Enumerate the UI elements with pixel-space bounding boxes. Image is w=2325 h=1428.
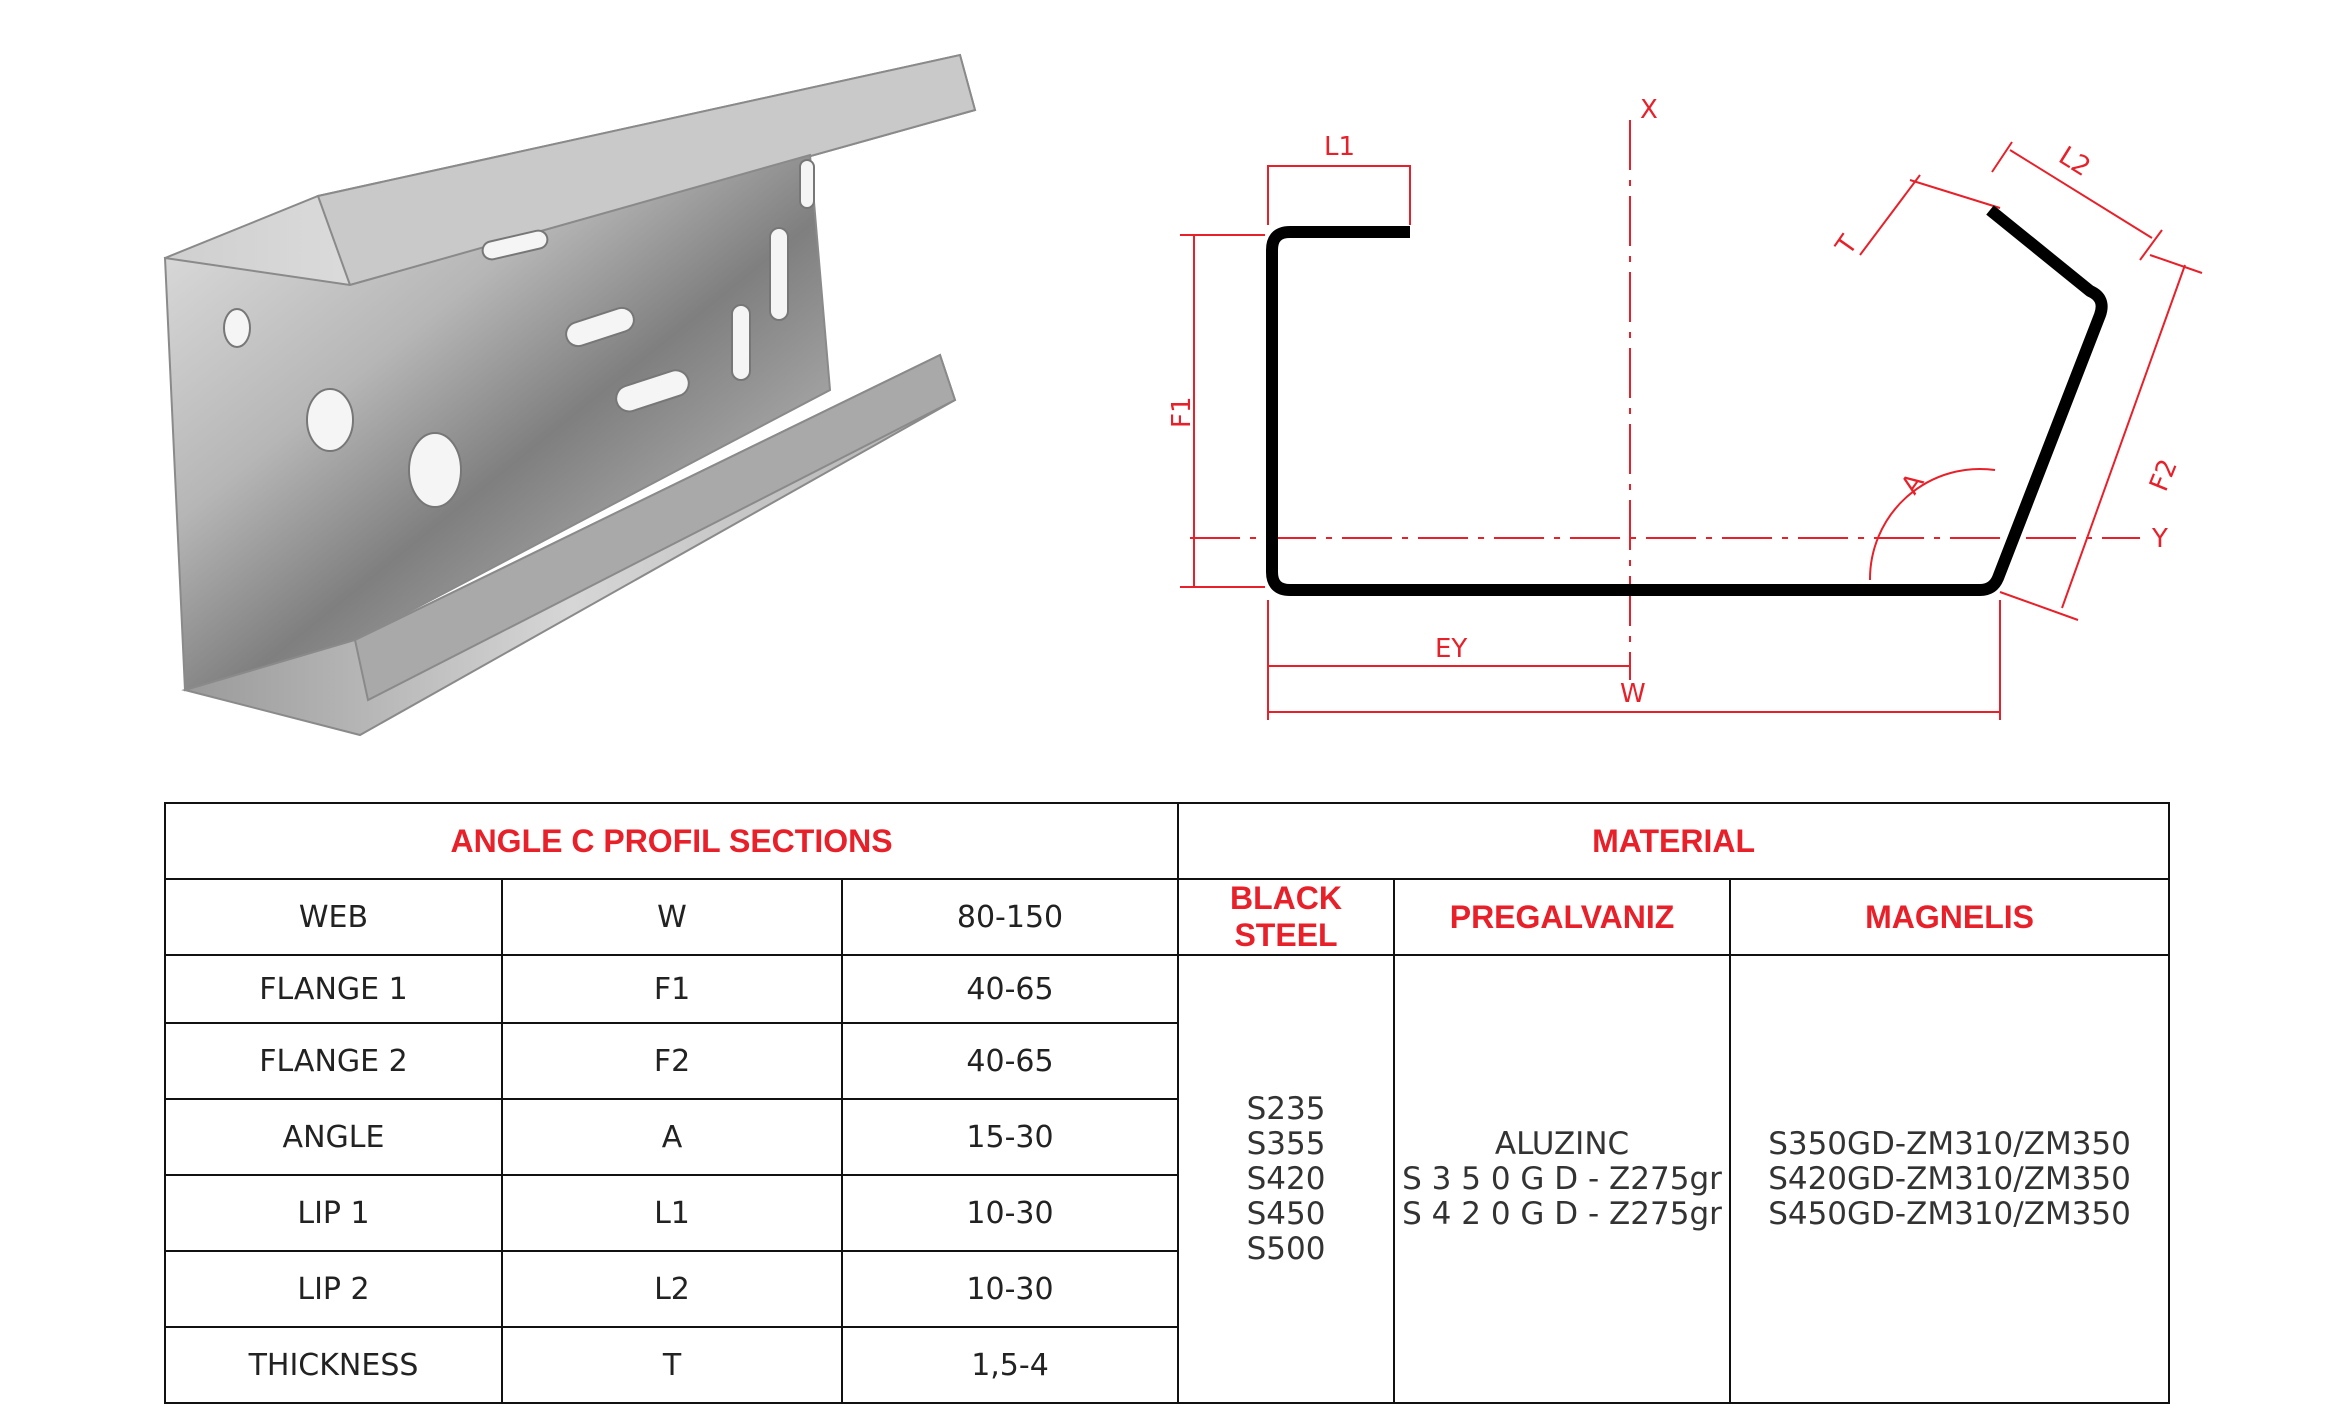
row-range: 1,5-4 (842, 1327, 1178, 1403)
grade: S355 (1246, 1125, 1326, 1162)
a-label: A (1895, 468, 1931, 500)
l2-label: L2 (2053, 141, 2096, 183)
row-range: 80-150 (842, 879, 1178, 955)
row-symbol: A (502, 1099, 842, 1175)
row-name: LIP 1 (165, 1175, 502, 1251)
row-symbol: T (502, 1327, 842, 1403)
row-name: WEB (165, 879, 502, 955)
grade: S 3 5 0 G D - Z275gr (1402, 1160, 1722, 1197)
w-label: W (1620, 679, 1646, 709)
row-name: ANGLE (165, 1099, 502, 1175)
round-hole (409, 433, 461, 507)
material-black-steel-header: BLACK STEEL (1178, 879, 1394, 955)
slot-hole (800, 160, 814, 208)
row-name: FLANGE 1 (165, 955, 502, 1023)
grade: S450GD-ZM310/ZM350 (1768, 1195, 2131, 1232)
row-range: 15-30 (842, 1099, 1178, 1175)
pregalvaniz-grades (1394, 955, 1730, 1403)
black-steel-grades (1178, 955, 1394, 1403)
grade: S420 (1246, 1160, 1326, 1197)
material-header: MATERIAL (1178, 803, 2169, 879)
l1-label: L1 (1324, 132, 1356, 162)
grade: S450 (1246, 1195, 1326, 1232)
row-symbol: F1 (502, 955, 842, 1023)
grade: S235 (1246, 1090, 1326, 1127)
y-axis-label: Y (2152, 524, 2168, 554)
grade: S500 (1246, 1230, 1326, 1267)
round-hole (224, 309, 250, 347)
sections-header: ANGLE C PROFIL SECTIONS (165, 803, 1178, 879)
slot-hole (770, 228, 788, 320)
grade: ALUZINC (1494, 1125, 1630, 1162)
row-name: FLANGE 2 (165, 1023, 502, 1099)
row-name: THICKNESS (165, 1327, 502, 1403)
grade: S 4 2 0 G D - Z275gr (1402, 1195, 1722, 1232)
row-symbol: L2 (502, 1251, 842, 1327)
section-drawing (1100, 60, 2300, 780)
spec-table (164, 802, 2170, 1404)
row-range: 10-30 (842, 1251, 1178, 1327)
x-axis-label: X (1640, 95, 1658, 125)
material-magnelis-header: MAGNELIS (1730, 879, 2169, 955)
row-symbol: W (502, 879, 842, 955)
row-symbol: L1 (502, 1175, 842, 1251)
round-hole (307, 389, 353, 451)
f1-label: F1 (1167, 396, 1197, 428)
row-range: 40-65 (842, 955, 1178, 1023)
magnelis-grades (1730, 955, 2169, 1403)
ey-label: EY (1435, 634, 1468, 664)
f2-label: F2 (2144, 455, 2184, 496)
profile-outline (1272, 210, 2102, 590)
row-symbol: F2 (502, 1023, 842, 1099)
grade: S350GD-ZM310/ZM350 (1768, 1125, 2131, 1162)
t-label: T (1830, 230, 1865, 261)
row-range: 10-30 (842, 1175, 1178, 1251)
grade: S420GD-ZM310/ZM350 (1768, 1160, 2131, 1197)
material-pregalvaniz-header: PREGALVANIZ (1394, 879, 1730, 955)
profile-3d-render (0, 0, 1000, 800)
row-name: LIP 2 (165, 1251, 502, 1327)
slot-hole (732, 305, 750, 380)
row-range: 40-65 (842, 1023, 1178, 1099)
